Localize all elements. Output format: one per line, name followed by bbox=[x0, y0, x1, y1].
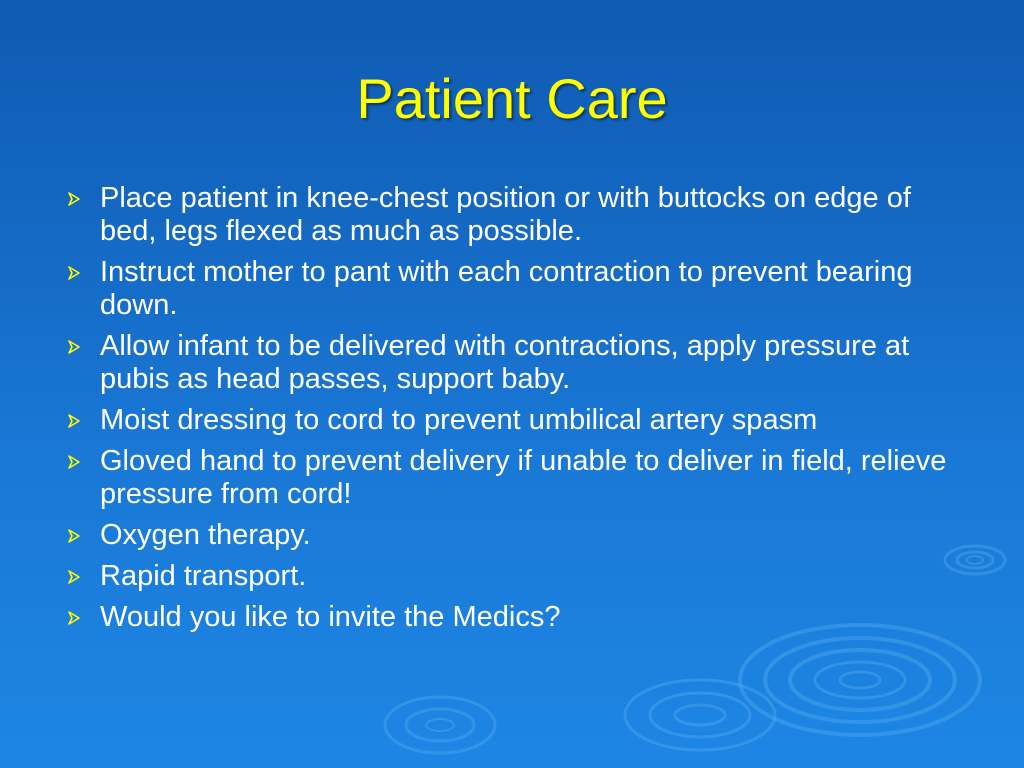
bullet-text: Oxygen therapy. bbox=[100, 519, 311, 551]
arrow-bullet-icon bbox=[66, 413, 82, 429]
arrow-bullet-icon bbox=[66, 454, 82, 470]
slide-title: Patient Care bbox=[356, 67, 668, 130]
bullet-list bbox=[62, 182, 962, 642]
list-item bbox=[62, 445, 962, 511]
list-item bbox=[62, 182, 962, 248]
list-item bbox=[62, 601, 962, 634]
bullet-text: Place patient in knee-chest position or with buttocks on edge of bed, legs flexed as much as possible. bbox=[100, 182, 911, 247]
list-item bbox=[62, 330, 962, 396]
bullet-text: Allow infant to be delivered with contractions, apply pressure at pubis as head passes, support baby. bbox=[100, 330, 910, 395]
arrow-bullet-icon bbox=[66, 528, 82, 544]
bullet-text: Rapid transport. bbox=[100, 560, 307, 592]
arrow-bullet-icon bbox=[66, 191, 82, 207]
list-item bbox=[62, 519, 962, 552]
arrow-bullet-icon bbox=[66, 569, 82, 585]
list-item bbox=[62, 404, 962, 437]
arrow-bullet-icon bbox=[66, 339, 82, 355]
bullet-text: Gloved hand to prevent delivery if unable to deliver in field, relieve pressure from cord! bbox=[100, 445, 947, 510]
list-item bbox=[62, 560, 962, 593]
arrow-bullet-icon bbox=[66, 265, 82, 281]
bullet-text: Would you like to invite the Medics? bbox=[100, 601, 561, 633]
list-item bbox=[62, 256, 962, 322]
bullet-text: Moist dressing to cord to prevent umbilical artery spasm bbox=[100, 404, 818, 436]
bullet-text: Instruct mother to pant with each contraction to prevent bearing down. bbox=[100, 256, 913, 321]
arrow-bullet-icon bbox=[66, 610, 82, 626]
